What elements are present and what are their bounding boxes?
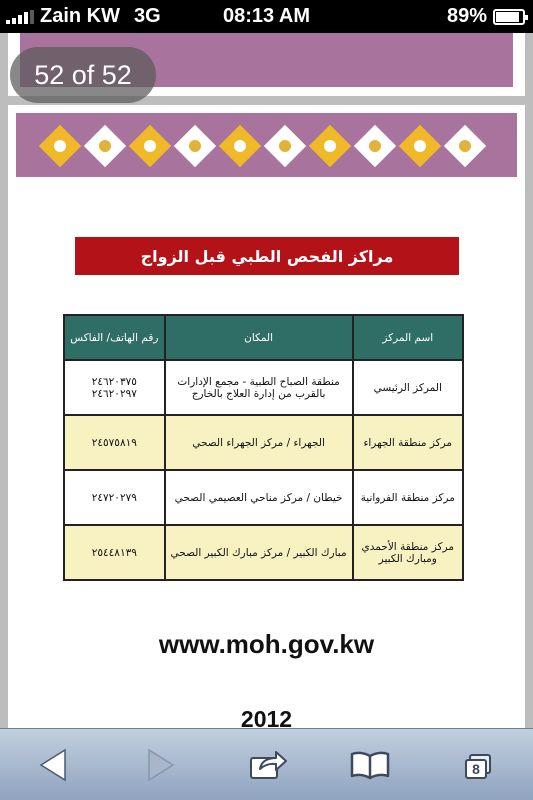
diamond-ornament-icon [264,125,306,167]
fax-number: ٢٤٦٢٠٢٩٧ [91,387,137,400]
phone-cell [64,360,165,415]
bookmarks-icon [349,750,391,780]
center-name-cell: مركز منطقة الجهراء [353,415,463,470]
phone-cell [64,415,165,470]
status-bar [0,0,533,33]
diamond-ornament-icon [354,125,396,167]
network-type: 3G [134,5,161,27]
location-cell: منطقة الصباح الطبية - مجمع الإدارات بالقرب من إدارة العلاج بالخارج [165,360,353,415]
document-title: مراكز الفحص الطبي قبل الزواج [75,237,459,275]
center-name-cell: المركز الرئيسي [353,360,463,415]
table-row [64,360,463,415]
page-counter: 52 of 52 [10,47,156,103]
header-location: المكان [165,315,353,360]
status-right [447,5,525,28]
tabs-button[interactable] [436,729,516,800]
tabs-icon [444,729,508,800]
document-year: 2012 [240,706,293,728]
phone-cell [64,470,165,525]
center-name-cell: مركز منطقة الأحمدي ومبارك الكبير [353,525,463,580]
location-cell: مبارك الكبير / مركز مبارك الكبير الصحي [165,525,353,580]
battery-icon [493,9,525,25]
table-header-row [64,315,463,360]
location-cell: الجهراء / مركز الجهراء الصحي [165,415,353,470]
clock: 08:13 AM [222,5,311,27]
current-page [8,105,525,728]
phone-number: ٢٤٥٧٥٨١٩ [91,436,137,449]
share-button[interactable] [228,729,308,800]
diamond-ornament-icon [399,125,441,167]
table-row [64,525,463,580]
phone-number: ٢٥٤٤٨١٣٩ [91,546,137,559]
diamond-ornament-icon [309,125,351,167]
document-viewport[interactable] [0,33,533,728]
header-center-name: اسم المركز [353,315,463,360]
decorative-band [16,113,517,177]
diamond-ornament-icon [174,125,216,167]
tab-count: 8 [465,759,487,779]
phone-number: ٢٤٦٢٠٣٧٥ [91,375,137,388]
phone-cell [64,525,165,580]
bookmarks-button[interactable] [330,729,410,800]
forward-arrow-icon [145,748,175,782]
table-row [64,470,463,525]
phone-number: ٢٤٧٢٠٢٧٩ [91,491,137,504]
medical-centers-table [63,314,464,581]
center-name-cell: مركز منطقة الفروانية [353,470,463,525]
browser-toolbar [0,728,533,800]
back-button[interactable] [14,729,94,800]
diamond-ornament-icon [444,125,486,167]
share-icon [248,749,288,781]
website-link[interactable]: www.moh.gov.kw [158,629,375,659]
carrier-name: Zain KW [40,5,120,27]
diamond-ornament-icon [39,125,81,167]
forward-button[interactable] [120,729,200,800]
back-arrow-icon [39,748,69,782]
battery-percent: 89% [446,5,487,27]
diamond-ornament-icon [219,125,261,167]
table-row [64,415,463,470]
diamond-ornament-icon [84,125,126,167]
location-cell: خيطان / مركز مناحي العصيمي الصحي [165,470,353,525]
diamond-ornament-icon [129,125,171,167]
header-phone-fax: رقم الهاتف/ الفاكس [64,315,165,360]
